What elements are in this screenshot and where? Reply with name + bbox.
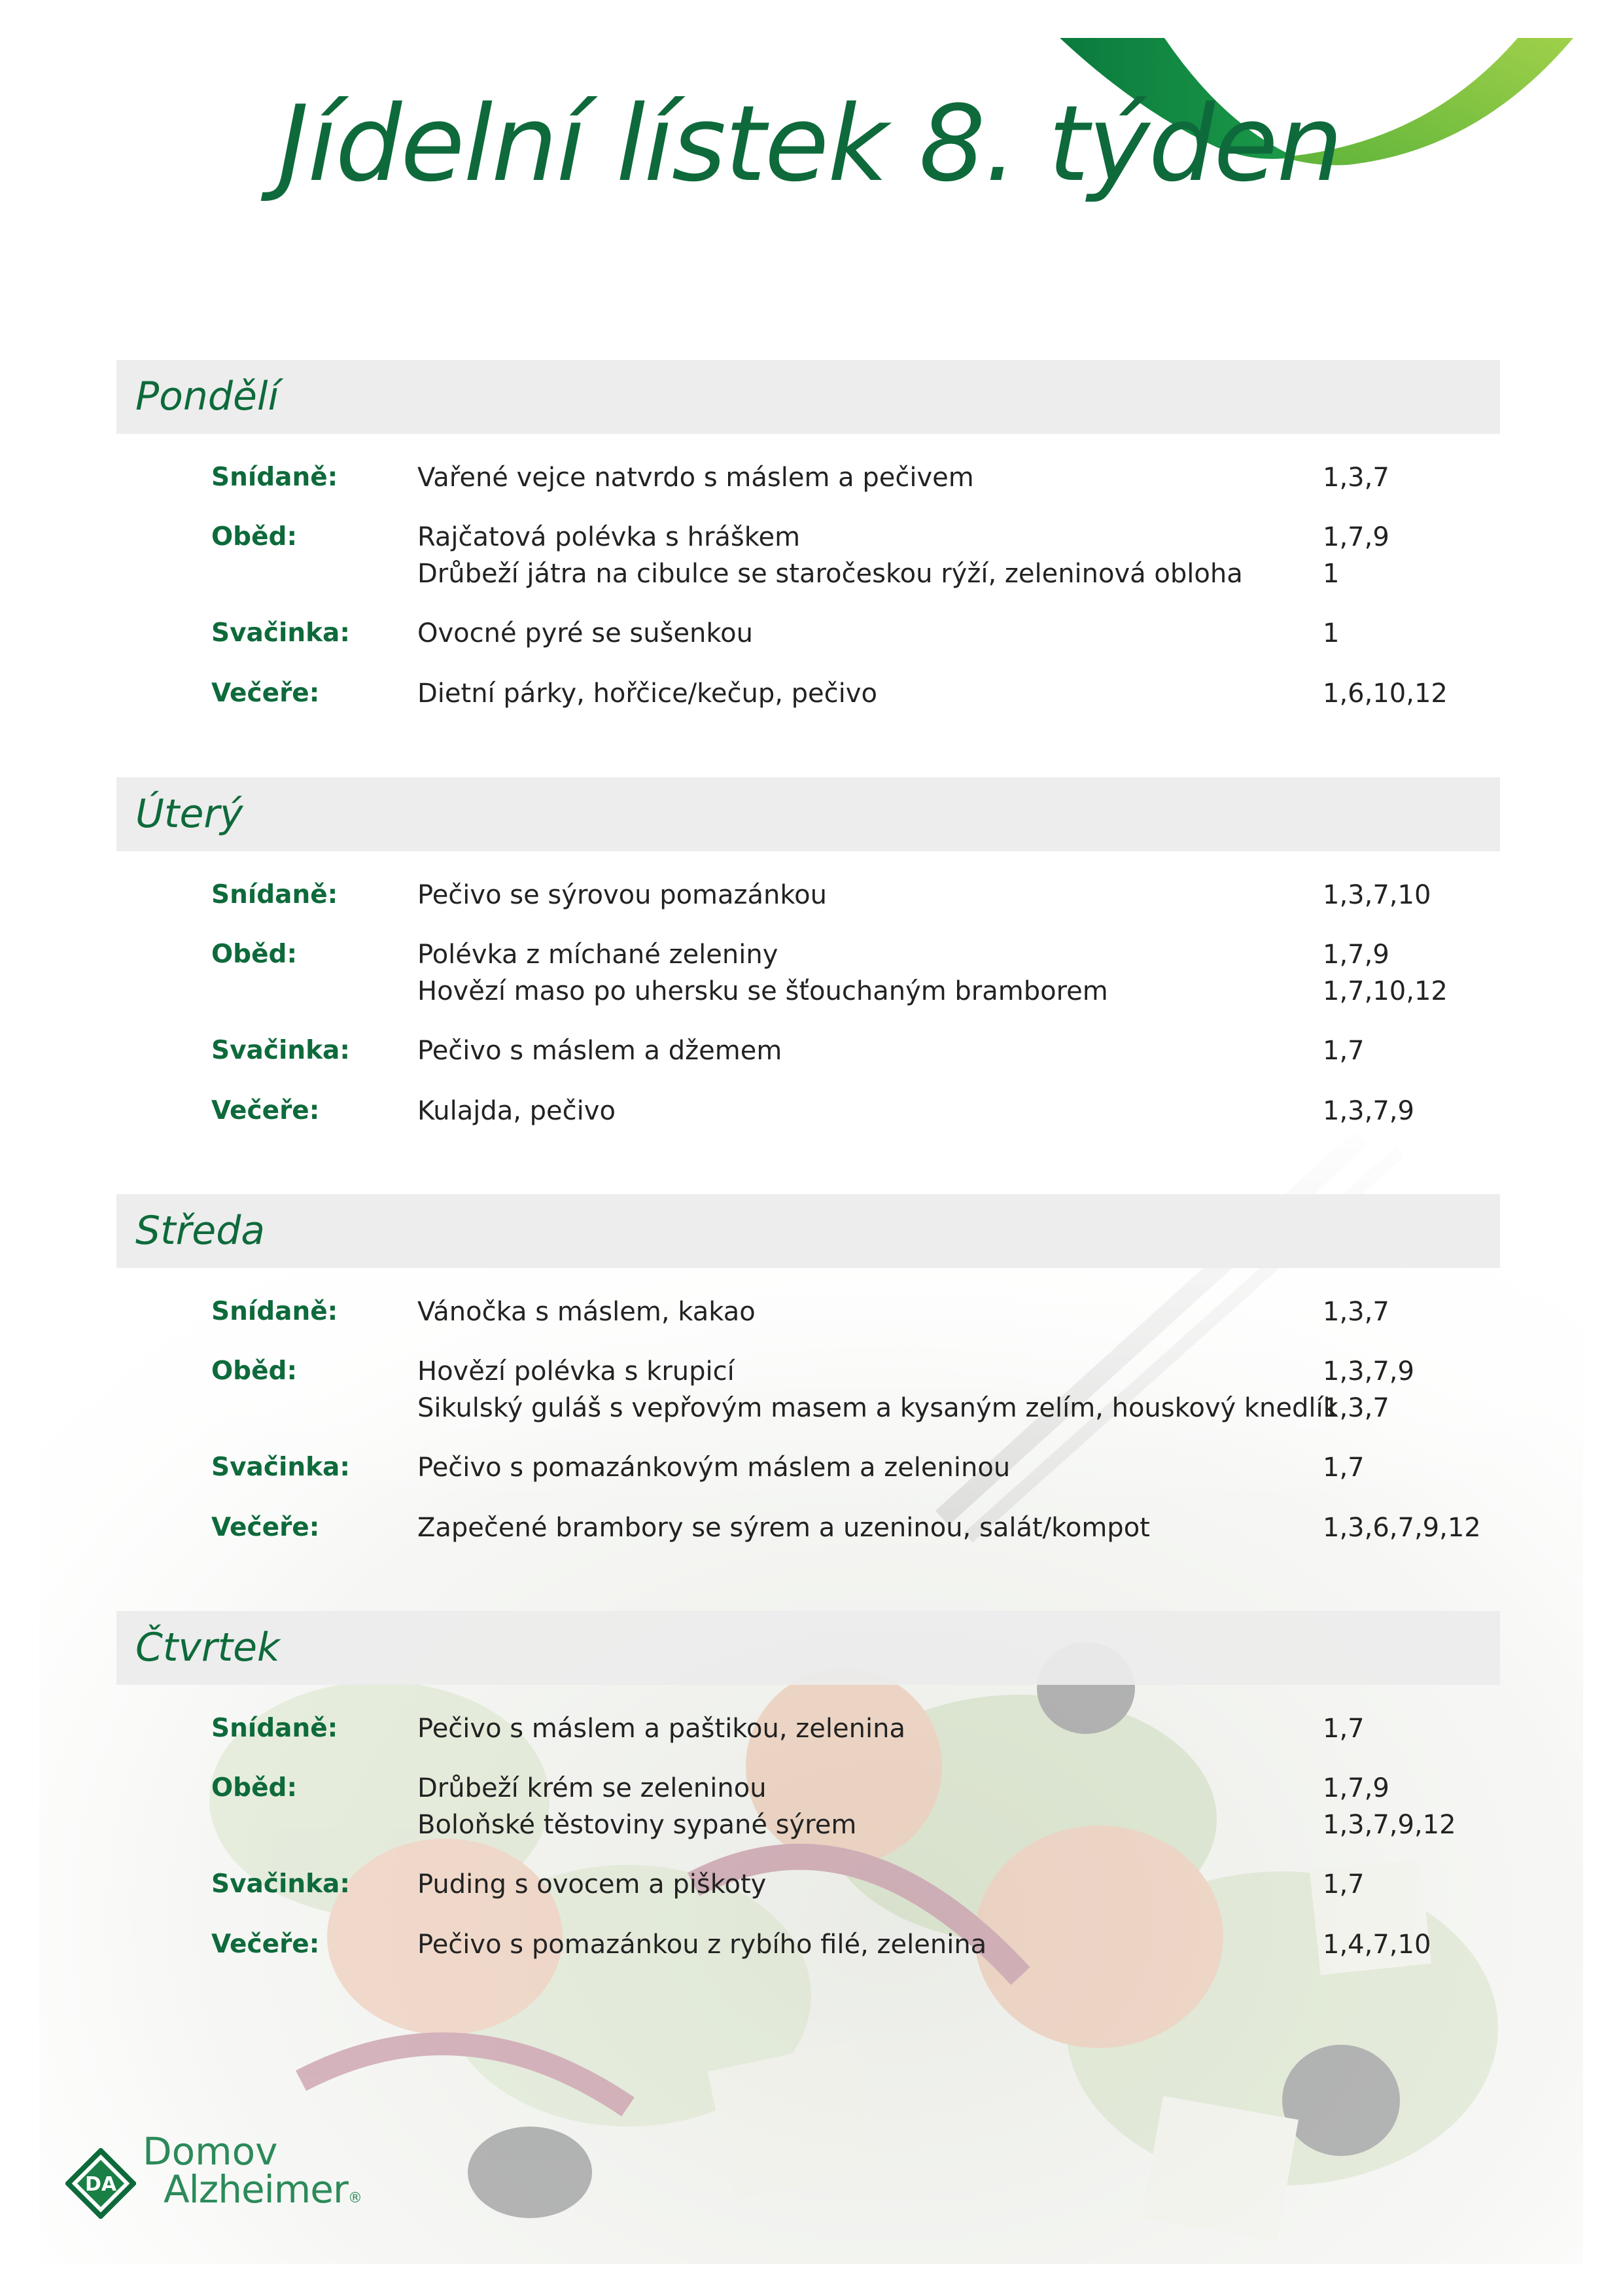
allergen-codes: 1 xyxy=(1323,618,1340,648)
dish-row xyxy=(0,615,1623,652)
day-name: Čtvrtek xyxy=(135,1625,280,1670)
dish-name: Polévka z míchané zeleniny xyxy=(417,940,778,970)
day-header-bar xyxy=(116,360,1500,434)
dish-name: Vánočka s máslem, kakao xyxy=(417,1297,756,1327)
dish-name: Pečivo s máslem a paštikou, zelenina xyxy=(417,1714,905,1744)
dish-row xyxy=(0,1390,1623,1426)
page-title: Jídelní lístek 8. týden xyxy=(278,82,1342,205)
meal-label: Svačinka: xyxy=(211,1036,350,1065)
day-header-bar xyxy=(116,1611,1500,1685)
allergen-codes: 1,7,9 xyxy=(1323,940,1389,970)
meal-label: Oběd: xyxy=(211,522,298,552)
allergen-codes: 1,3,7 xyxy=(1323,1393,1389,1423)
meal-label: Večeře: xyxy=(211,1513,320,1542)
dish-name: Sikulský guláš s vepřovým masem a kysaným zelím, houskový knedlík xyxy=(417,1393,1338,1423)
meal-label: Večeře: xyxy=(211,1930,320,1959)
dish-row xyxy=(0,1807,1623,1843)
da-monogram-icon xyxy=(65,2148,136,2219)
dish-row xyxy=(0,459,1623,496)
meal-label: Snídaně: xyxy=(211,463,338,492)
meal-label: Večeře: xyxy=(211,1096,320,1125)
dish-row xyxy=(0,1510,1623,1546)
allergen-codes: 1,7 xyxy=(1323,1453,1365,1483)
allergen-codes: 1,3,7 xyxy=(1323,463,1389,493)
meal-label: Oběd: xyxy=(211,1773,298,1803)
dish-name: Zapečené brambory se sýrem a uzeninou, salát/kompot xyxy=(417,1513,1150,1543)
allergen-codes: 1,3,7,9 xyxy=(1323,1096,1414,1126)
meal-label: Snídaně: xyxy=(211,1297,338,1326)
domov-alzheimer-logo xyxy=(65,2130,366,2221)
allergen-codes: 1,7,10,12 xyxy=(1323,976,1448,1006)
dish-name: Pečivo se sýrovou pomazánkou xyxy=(417,880,827,910)
dish-name: Hovězí polévka s krupicí xyxy=(417,1356,735,1386)
allergen-codes: 1,6,10,12 xyxy=(1323,679,1448,709)
allergen-codes: 1,7 xyxy=(1323,1714,1365,1744)
dish-name: Pečivo s máslem a džemem xyxy=(417,1036,782,1066)
meal-label: Snídaně: xyxy=(211,1714,338,1743)
salad-background-image xyxy=(39,1112,1583,2264)
dish-name: Hovězí maso po uhersku se šťouchaným bramborem xyxy=(417,976,1108,1006)
dish-name: Drůbeží játra na cibulce se staročeskou rýží, zeleninová obloha xyxy=(417,559,1243,589)
dish-row xyxy=(0,936,1623,973)
dish-row xyxy=(0,1093,1623,1129)
dish-name: Drůbeží krém se zeleninou xyxy=(417,1773,767,1803)
logo-text-alzheimer-line xyxy=(164,2168,362,2220)
day-name: Úterý xyxy=(135,791,243,837)
dish-name: Rajčatová polévka s hráškem xyxy=(417,522,801,552)
day-header-bar xyxy=(116,777,1500,851)
allergen-codes: 1 xyxy=(1323,559,1340,589)
meal-label: Svačinka: xyxy=(211,1453,350,1482)
dish-row xyxy=(0,1866,1623,1903)
allergen-codes: 1,4,7,10 xyxy=(1323,1930,1431,1960)
meal-label: Oběd: xyxy=(211,940,298,969)
dish-name: Pečivo s pomazánkovým máslem a zeleninou xyxy=(417,1453,1011,1483)
dish-row xyxy=(0,877,1623,913)
allergen-codes: 1,3,7,9,12 xyxy=(1323,1810,1456,1840)
meal-label: Svačinka: xyxy=(211,1869,350,1899)
dish-name: Ovocné pyré se sušenkou xyxy=(417,618,753,648)
dish-row xyxy=(0,519,1623,556)
dish-row xyxy=(0,1353,1623,1390)
allergen-codes: 1,7,9 xyxy=(1323,1773,1389,1803)
meal-label: Svačinka: xyxy=(211,618,350,648)
allergen-codes: 1,3,7,9 xyxy=(1323,1356,1414,1386)
dish-name: Puding s ovocem a piškoty xyxy=(417,1869,767,1899)
dish-name: Dietní párky, hořčice/kečup, pečivo xyxy=(417,679,877,709)
allergen-codes: 1,7 xyxy=(1323,1869,1365,1899)
day-header-bar xyxy=(116,1194,1500,1268)
dish-row xyxy=(0,1033,1623,1069)
meal-label: Oběd: xyxy=(211,1356,298,1386)
dish-row xyxy=(0,1710,1623,1747)
dish-row xyxy=(0,1449,1623,1486)
dish-name: Vařené vejce natvrdo s máslem a pečivem xyxy=(417,463,974,493)
registered-mark: ® xyxy=(347,2190,362,2206)
dish-row xyxy=(0,1770,1623,1807)
dish-name: Boloňské těstoviny sypané sýrem xyxy=(417,1810,857,1840)
logo-text-domov: Domov xyxy=(143,2129,278,2174)
dish-name: Kulajda, pečivo xyxy=(417,1096,616,1126)
meal-label: Snídaně: xyxy=(211,880,338,910)
dish-row xyxy=(0,1294,1623,1330)
allergen-codes: 1,3,7,10 xyxy=(1323,880,1431,910)
day-name: Pondělí xyxy=(135,374,279,419)
da-monogram-text: DA xyxy=(84,2173,117,2196)
dish-row xyxy=(0,973,1623,1010)
meal-label: Večeře: xyxy=(211,679,320,708)
dish-name: Pečivo s pomazánkou z rybího filé, zelenina xyxy=(417,1930,987,1960)
allergen-codes: 1,3,6,7,9,12 xyxy=(1323,1513,1481,1543)
dish-row xyxy=(0,556,1623,592)
allergen-codes: 1,3,7 xyxy=(1323,1297,1389,1327)
allergen-codes: 1,7,9 xyxy=(1323,522,1389,552)
dish-row xyxy=(0,675,1623,712)
day-name: Středa xyxy=(135,1208,266,1254)
allergen-codes: 1,7 xyxy=(1323,1036,1365,1066)
logo-text-alzheimer: Alzheimer xyxy=(164,2167,348,2212)
dish-row xyxy=(0,1926,1623,1963)
